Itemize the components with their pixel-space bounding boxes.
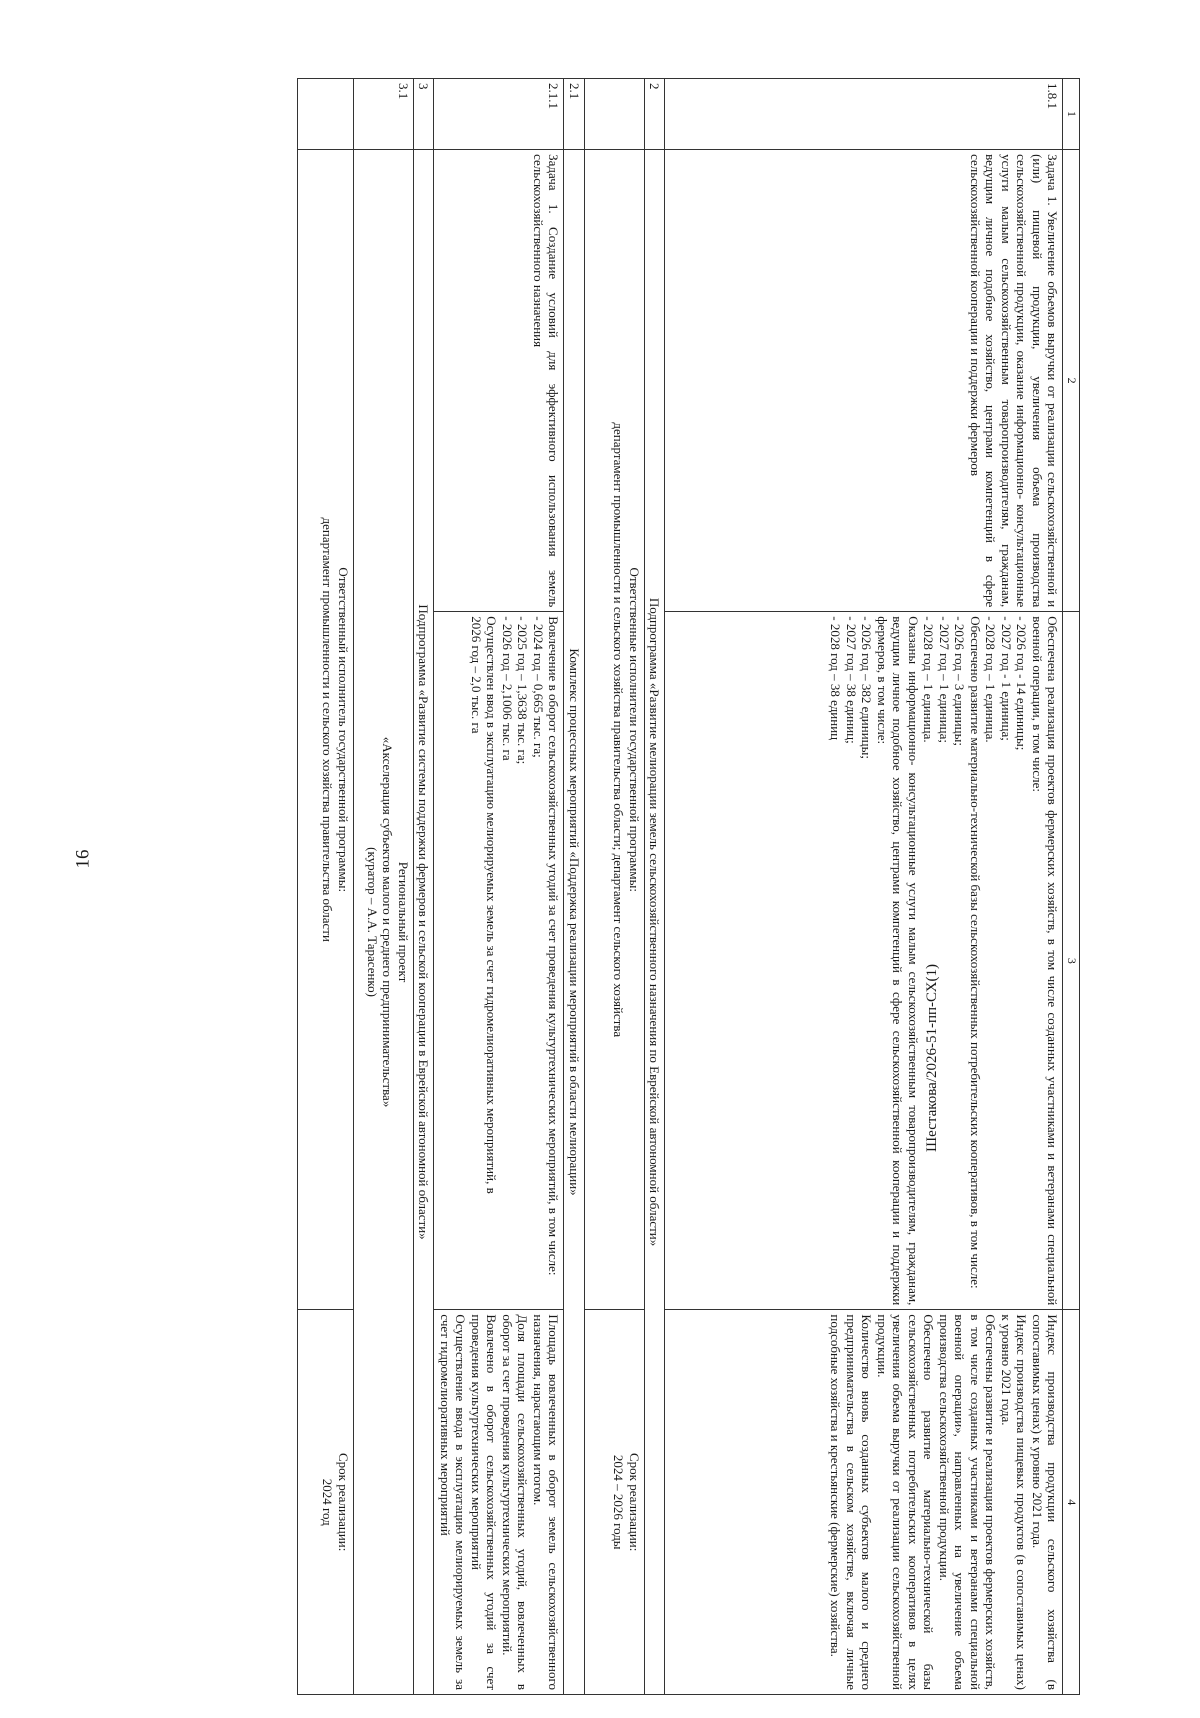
row-number: 2.1.1 — [434, 79, 564, 150]
table-row-2 — [645, 79, 666, 1695]
regional-project-curator: (куратор – А.А. Тарасенко) — [365, 847, 380, 997]
header-col-1: 1 — [1063, 79, 1080, 150]
regional-project-name: «Акселерация субъектов малого и среднего предпринимательства» — [380, 736, 396, 1108]
term-cell — [585, 1310, 645, 1695]
responsible-cell — [585, 150, 645, 1310]
table-row-1-8-1 — [665, 79, 1063, 1695]
regional-project-cell — [354, 150, 414, 1695]
header-col-4: 4 — [1063, 1310, 1080, 1695]
table-row-2-resp — [585, 79, 645, 1695]
term-label: Срок реализации: — [336, 1452, 351, 1552]
page-number: 16 — [72, 849, 94, 869]
indicator-line: Обеспечены развитие и реализация проектов фермерских хозяйств, в том числе созданных участниками и ветеранами специальной военной операции», направленных на увеличение объема производства сельскохозяйственной продукции. — [937, 1314, 999, 1690]
indicator-line: Обеспечено развитие материально-технической базы сельскохозяйственных потребительских кооперативов в целях увеличения объема выручки от реализации сельскохозяйственной продукции. — [875, 1314, 937, 1690]
indicator-line: Индекс производства пищевых продуктов (в сопоставимых ценах) к уровню 2021 года. — [999, 1314, 1030, 1690]
result-line: Вовлечение в оборот сельскохозяйственных угодий за счет проведения культуртехнических мероприятий, в том числе: — [546, 616, 562, 1276]
result-line: Осуществлен ввод в эксплуатацию мелиорируемых земель за счет гидромелиоративных мероприятий, в — [484, 616, 500, 1194]
responsible-label: Ответственный исполнитель государственной программы: — [336, 567, 351, 893]
task-cell: Задача 1. Увеличение объемов выручки от реализации сельскохозяйственной и (или) пищевой продукции, увеличения объема производства сельскохозяйственной продукции, оказание информационно- консультационные услуги малым сельскохозяйственным товаропроизводителям, гражданам, ведущим личное подобное хозяйство, центрами компетенций в сфере сельскохозяйственной кооперации и поддержки фермеров — [665, 150, 1063, 612]
indicator-line: Доля площади сельскохозяйственных угодий, вовлеченных в оборот за счет проведения культуртехнических мероприятий. — [500, 1314, 531, 1690]
task-cell: Задача 1. Создание условий для эффективного использования земель сельскохозяйственного назначения — [434, 150, 564, 612]
result-line: Обеспечена реализация проектов фермерских хозяйств, в том числе созданных участниками и ветеранами специальной военной операции, в том числе: — [1030, 616, 1061, 1306]
indicator-line: Количество вновь созданных субъектов малого и среднего предпринимательства в сельском хозяйстве, включая личные подсобные хозяйства и крестьянские (фермерские) хозяйства. — [828, 1314, 875, 1690]
result-line: - 2024 год – 0,665 тыс. га; — [531, 616, 546, 758]
table-row-2-1-1 — [434, 79, 564, 1695]
subprogram-title: Подпрограмма «Развитие мелиорации земель сельскохозяйственного назначения по Еврейской автономной области» — [645, 150, 666, 1695]
document-code: Шестакова/2026-51-пп-СХ(1) — [924, 964, 940, 1152]
term-label: Срок реализации: — [627, 1452, 642, 1552]
result-line: Обеспечено развитие материально-технической базы сельскохозяйственных потребительских кооперативов, в том числе: — [968, 616, 983, 1289]
row-number: 3 — [414, 79, 435, 150]
responsible-label: Ответственные исполнители государственной программы: — [627, 567, 642, 892]
result-line: - 2026 год – 382 единицы; — [859, 616, 875, 759]
subprogram-title: Подпрограмма «Развитие системы поддержки фермеров и сельской кооперации в Еврейской автономной области» — [414, 150, 435, 1695]
indicator-line: Индекс производства продукции сельского хозяйства (в сопоставимых ценах) к уровню 2021 года. — [1030, 1314, 1061, 1690]
indicator-line: Вовлечено в оборот сельскохозяйственных угодий за счет проведения культуртехнических мероприятий — [469, 1314, 500, 1690]
row-number: 2 — [645, 79, 666, 150]
table-row-3-1 — [354, 79, 414, 1695]
indicators-cell — [434, 1310, 564, 1695]
complex-title: Комплекс процессных мероприятий «Поддержка реализации мероприятий в области мелиорации» — [564, 150, 585, 1695]
result-line: - 2027 год – 1 единица; — [937, 616, 952, 744]
result-line: - 2027 год - 1 единица; — [999, 616, 1014, 741]
table-row-2-1 — [564, 79, 585, 1695]
table-row-3 — [414, 79, 435, 1695]
result-line: - 2027 год – 38 единиц; — [844, 616, 859, 744]
responsible-cell — [298, 150, 354, 1310]
result-line: - 2025 год – 1,3638 тыс. га; — [515, 616, 531, 765]
term-value: 2024 – 2026 годы — [611, 1454, 627, 1550]
indicator-line: Площадь вовлеченных в оборот земель сельскохозяйственного назначения, нарастающим итогом. — [531, 1314, 562, 1690]
result-line: - 2026 год - 14 единицы; — [1014, 616, 1030, 751]
header-col-2: 2 — [1063, 150, 1080, 612]
row-number: 1.8.1 — [665, 79, 1063, 150]
result-line: - 2028 год – 1 единица. — [921, 616, 937, 743]
responsible-text: департамент промышленности и сельского хозяйства правительства области; департамент сельского хозяйства — [611, 422, 627, 1038]
header-col-3: 3 — [1063, 612, 1080, 1310]
header-row — [1063, 79, 1080, 1695]
result-line: - 2028 год – 1 единица. — [983, 616, 999, 743]
program-table — [297, 78, 1080, 1695]
row-number: 3.1 — [354, 79, 414, 150]
indicators-cell — [665, 1310, 1063, 1695]
results-cell — [434, 612, 564, 1310]
row-number: 2.1 — [564, 79, 585, 150]
regional-project-label: Региональный проект — [396, 861, 411, 983]
result-line: - 2028 год – 38 единиц — [828, 616, 844, 741]
result-line: 2026 год – 2,0 тыс. га — [469, 616, 484, 734]
indicator-line: Осуществление ввода в эксплуатацию мелиорируемых земель за счет гидромелиоративных мероприятий — [438, 1314, 469, 1690]
responsible-text: департамент промышленности и сельского хозяйства правительства области — [320, 517, 336, 942]
empty-cell — [298, 79, 354, 150]
empty-cell — [585, 79, 645, 150]
term-value: 2024 год — [320, 1478, 336, 1526]
result-line: - 2026 год – 3 единицы; — [952, 616, 968, 746]
results-cell — [665, 612, 1063, 1310]
result-line: Оказаны информационно- консультационные услуги малым сельскохозяйственным товаропроизводителям, гражданам, ведущим личное подобное хозяйство, центрами компетенций в сфере сельскохозяйственной кооперации и поддержки фермеров, в том числе: — [875, 616, 921, 1306]
result-line: - 2026 год – 2,1006 тыс. га — [500, 616, 515, 761]
table-row-3-1-resp — [298, 79, 354, 1695]
term-cell — [298, 1310, 354, 1695]
